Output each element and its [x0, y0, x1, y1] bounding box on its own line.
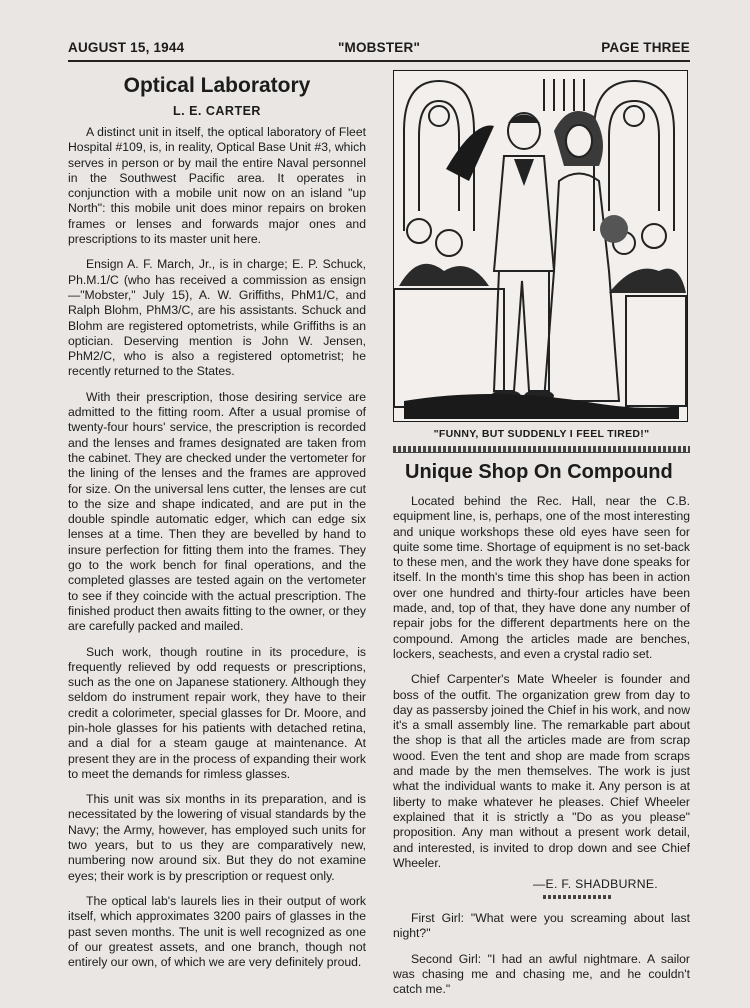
article-paragraph: Located behind the Rec. Hall, near the C.B. equipment line, is, perhaps, one of the most interesting and unique workshops these old eyes have seen for quite some time. Shortage of equipment is no set-back to these men, and the work they have done speaks for itself. In the month's time this shop has been in action over one hundred and thirty-four articles have been made, and, top of that, they have done any number of repair jobs for the different departments here on the compound. Among the articles made are benches, lockers, seachests, and even a crystal radio set. — [393, 494, 690, 661]
article-paragraph: With their prescription, those desiring service are admitted to the fitting room. After a usual promise of twenty-four hours' service, the prescription is recorded and the lenses and frames designated are taken from the cabinet. They are checked under the vertometer for the lining of the lenses and the frames are approved for size. On the universal lens cutter, the lenses are cut to the size and shape indicated, and are put in the double spindle automatic edger, which can edge six lenses at a time. Then they are bevelled by hand to insure perfection for fitting them into the frames. They go to the work bench for final operations, and the completed glasses are tested again on the vertometer to see if they coincide with the actual prescription. The finished product then awaits fitting to the owner, or they are carefully packed and mailed. — [68, 389, 366, 634]
article-byline: L. E. CARTER — [173, 104, 261, 118]
article-title: Unique Shop On Compound — [405, 461, 673, 483]
article-title: Optical Laboratory — [123, 74, 311, 97]
header-rule — [68, 60, 690, 62]
article-paragraph: Such work, though routine in its procedure, is frequently relieved by odd requests or prescriptions, such as the one on Japanese stationery. Although they seldom do instrument repair work, they have to their credit a colorimeter, special glasses for Dr. Moore, and pin-hole glasses for his patients with detached retina, and a dial for a steam gauge at maintenance. At present they are in the process of expanding their work to meet the demands for rimless glasses. — [68, 644, 366, 781]
right-column — [393, 70, 690, 1008]
article-paragraph: This unit was six months in its preparation, and is necessitated by the lowering of visual standards by the Navy; the Army, however, has employed such units for two years, but to us they are comparatively new, numbering now around six. But they do not examine eyes; their work is by prescription or request only. — [68, 792, 366, 883]
article-paragraph: A distinct unit in itself, the optical laboratory of Fleet Hospital #109, is, in reality, Optical Base Unit #3, which serves in person or by mail the entire Naval personnel in the Southwest Pacific area. It operates in conjunction with a mobile unit now on an island "up North": this mobile unit does minor repairs on broken frames or lenses and forwards major ones and prescriptions to its master unit here. — [68, 125, 366, 247]
cartoon-illustration — [393, 70, 688, 422]
joke-line: First Girl: "What were you screaming about last night?" — [393, 911, 690, 941]
page-header — [68, 40, 690, 60]
article-paragraph: Chief Carpenter's Mate Wheeler is founder and boss of the outfit. The organization grew from day to day as passersby joined the Chief in his work, and now it's a small assembly line. The remarkable part about the shop is that all the articles made are from scrap wood. Even the tent and shop are made from scraps and made by the men themselves. The work is just what the individual wants to make it. Any person is at liberty to make whatever he pleases. Chief Wheeler explained that it is strictly a "Do as you please" proposition. Any man without a present work detail, and interested, is invited to drop down and see Chief Wheeler. — [393, 672, 690, 870]
article-signature: —E. F. SHADBURNE. — [533, 877, 658, 892]
cartoon-caption: "FUNNY, BUT SUDDENLY I FEEL TIRED!" — [433, 428, 650, 440]
joke-line: Second Girl: "I had an awful nightmare. A sailor was chasing me and chasing me, and he couldn't catch me." — [393, 951, 690, 997]
page-number: PAGE THREE — [601, 40, 690, 55]
publication-name: "MOBSTER" — [337, 40, 421, 55]
article-paragraph: The optical lab's laurels lies in their output of work itself, which approximates 3200 pairs of glasses in the past seven months. The unit is well recognized as one of our greatest assets, and one branch, though not entirely our own, of which we are very definitely proud. — [68, 893, 366, 970]
issue-date: AUGUST 15, 1944 — [68, 40, 185, 55]
left-column — [68, 70, 366, 980]
signature-divider — [543, 895, 613, 899]
article-paragraph: Ensign A. F. March, Jr., is in charge; E. P. Schuck, Ph.M.1/C (who has received a commission as ensign—"Mobster," July 15), A. W. Griffiths, PhM1/C, and Ralph Blohm, PhM3/C, are his assistants. Schuck and Blohm are registered optometrists, while Griffiths is an optician. Deserving mention is John W. Jensen, PhM2/C, who is also a registered optometrist; he recently returned to the States. — [68, 257, 366, 379]
section-divider — [393, 446, 690, 453]
cartoon-drawing — [394, 71, 687, 421]
